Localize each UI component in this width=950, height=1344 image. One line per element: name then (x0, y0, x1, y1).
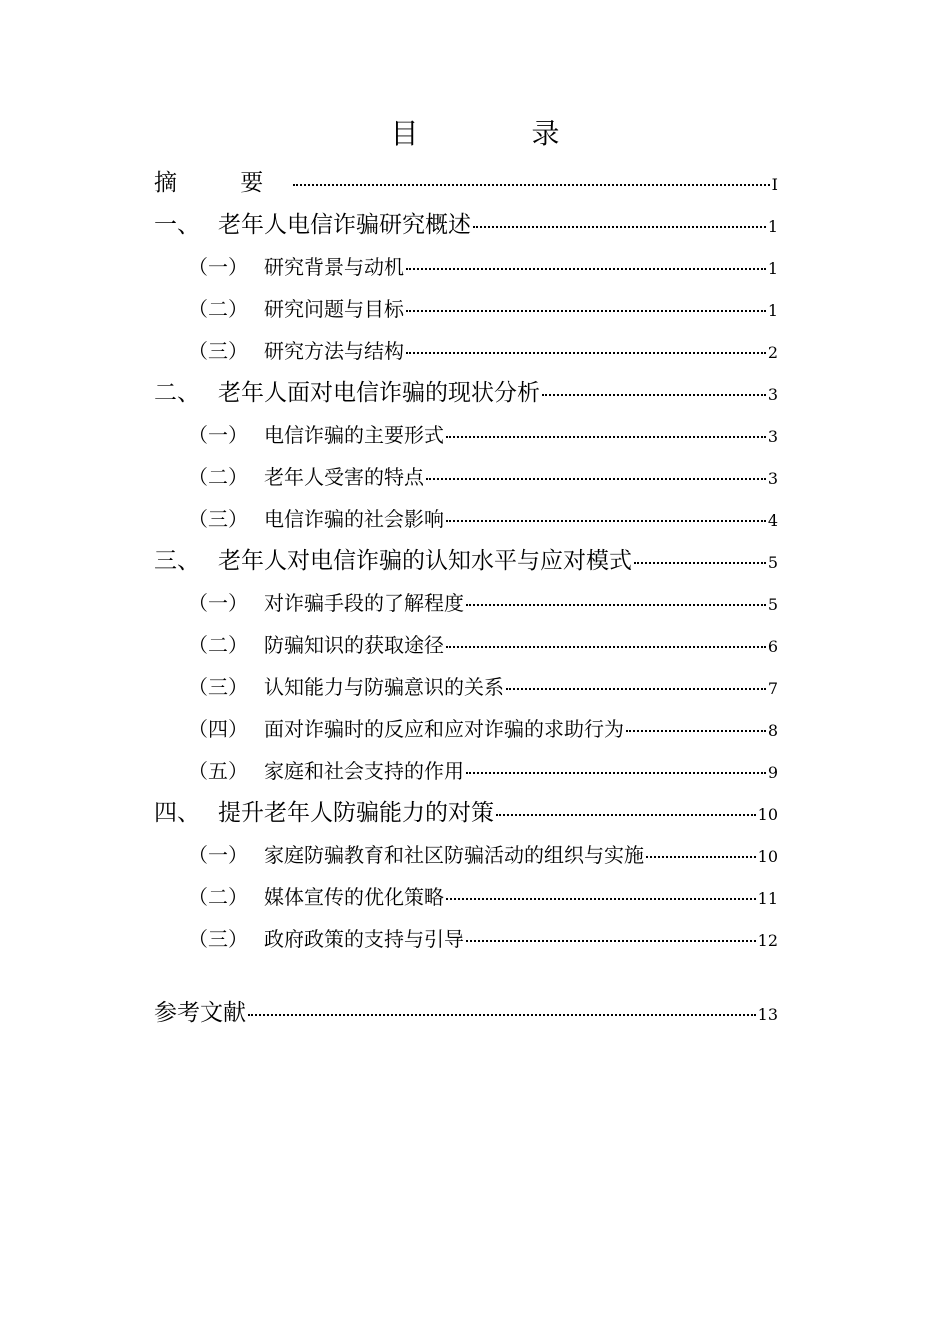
toc-dot-leader (466, 604, 766, 606)
toc-dot-leader (466, 940, 756, 942)
toc-dot-leader (446, 898, 756, 900)
toc-page-number: 9 (767, 763, 778, 782)
toc-entry-title: 对诈骗手段的了解程度 (264, 591, 464, 615)
toc-page-number: I (771, 175, 778, 194)
toc-entry-number: （三） (188, 507, 248, 531)
toc-entry-title: 政府政策的支持与引导 (264, 927, 464, 951)
toc-dot-leader (542, 394, 766, 396)
toc-entry-number: （二） (188, 633, 248, 657)
toc-title: 目 录 (390, 117, 612, 150)
toc-entry-title: 面对诈骗时的反应和应对诈骗的求助行为 (264, 717, 624, 741)
toc-entry-section[interactable] (154, 876, 778, 918)
toc-page-number: 1 (767, 217, 778, 236)
toc-entry-title: 电信诈骗的社会影响 (264, 507, 444, 531)
toc-entry-number: （三） (188, 927, 248, 951)
toc-entry-title: 研究背景与动机 (264, 255, 404, 279)
toc-dot-leader (406, 268, 766, 270)
toc-entry-title: 摘 要 (154, 170, 292, 196)
toc-dot-leader (634, 562, 766, 564)
toc-entry-title: 老年人面对电信诈骗的现状分析 (218, 380, 540, 406)
toc-dot-leader (446, 646, 766, 648)
toc-page-number: 3 (767, 427, 778, 446)
toc-entry-number: 三、 (154, 548, 200, 574)
toc-dot-leader (406, 352, 766, 354)
toc-dot-leader (293, 184, 769, 186)
toc-entry-title: 参考文献 (154, 1000, 246, 1026)
toc-page-number: 6 (767, 637, 778, 656)
toc-page-number: 5 (767, 595, 778, 614)
toc-entry-number: 四、 (154, 800, 200, 826)
toc-entry-chapter[interactable] (154, 162, 778, 204)
toc-entry-number: （五） (188, 759, 248, 783)
toc-page-number: 1 (767, 259, 778, 278)
toc-entry-title: 防骗知识的获取途径 (264, 633, 444, 657)
toc-entry-number: （一） (188, 255, 248, 279)
toc-entry-section[interactable] (154, 414, 778, 456)
toc-entry-chapter[interactable] (154, 372, 778, 414)
toc-page-number: 7 (767, 679, 778, 698)
toc-entry-number: （二） (188, 885, 248, 909)
toc-page-number: 3 (767, 385, 778, 404)
toc-entry-number: （二） (188, 297, 248, 321)
toc-page-number: 4 (767, 511, 778, 530)
toc-page-number: 13 (757, 1005, 778, 1024)
toc-entry-section[interactable] (154, 456, 778, 498)
toc-entry-title: 家庭防骗教育和社区防骗活动的组织与实施 (264, 843, 644, 867)
toc-page-number: 5 (767, 553, 778, 572)
toc-page-number: 12 (757, 931, 778, 950)
toc-entry-chapter[interactable] (154, 540, 778, 582)
toc-page-number: 1 (767, 301, 778, 320)
toc-entry-section[interactable] (154, 498, 778, 540)
toc-entry-title: 老年人对电信诈骗的认知水平与应对模式 (218, 548, 632, 574)
toc-page-number: 10 (757, 805, 778, 824)
toc-dot-leader (446, 520, 766, 522)
toc-dot-leader (496, 814, 756, 816)
toc-entry-section[interactable] (154, 582, 778, 624)
toc-dot-leader (466, 772, 766, 774)
toc-dot-leader (473, 226, 766, 228)
toc-entry-section[interactable] (154, 918, 778, 960)
toc-entry-number: （一） (188, 423, 248, 447)
toc-entry-section[interactable] (154, 246, 778, 288)
toc-entry-title: 提升老年人防骗能力的对策 (218, 800, 494, 826)
toc-entry-number: 二、 (154, 380, 200, 406)
toc-entry-title: 媒体宣传的优化策略 (264, 885, 444, 909)
toc-entry-number: 一、 (154, 212, 200, 238)
toc-page-number: 2 (767, 343, 778, 362)
toc-page-number: 3 (767, 469, 778, 488)
toc-entry-number: （四） (188, 717, 248, 741)
toc-page-number: 8 (767, 721, 778, 740)
toc-entry-number: （一） (188, 843, 248, 867)
toc-entry-section[interactable] (154, 288, 778, 330)
toc-page-number: 10 (757, 847, 778, 866)
toc-entry-title: 家庭和社会支持的作用 (264, 759, 464, 783)
toc-dot-leader (426, 478, 766, 480)
toc-dot-leader (446, 436, 766, 438)
toc-entry-number: （三） (188, 675, 248, 699)
toc-entry-title: 认知能力与防骗意识的关系 (264, 675, 504, 699)
toc-entry-section[interactable] (154, 834, 778, 876)
toc-entry-title: 老年人电信诈骗研究概述 (218, 212, 471, 238)
table-of-contents (154, 162, 778, 1034)
toc-dot-leader (646, 856, 756, 858)
toc-entry-section[interactable] (154, 750, 778, 792)
toc-entry-number: （三） (188, 339, 248, 363)
toc-entry-title: 研究方法与结构 (264, 339, 404, 363)
toc-dot-leader (248, 1014, 756, 1016)
toc-entry-title: 老年人受害的特点 (264, 465, 424, 489)
toc-entry-number: （二） (188, 465, 248, 489)
toc-page-number: 11 (757, 889, 778, 908)
toc-entry-title: 研究问题与目标 (264, 297, 404, 321)
toc-entry-section[interactable] (154, 624, 778, 666)
toc-entry-chapter[interactable] (154, 204, 778, 246)
toc-dot-leader (626, 730, 766, 732)
toc-entry-chapter[interactable] (154, 992, 778, 1034)
toc-entry-section[interactable] (154, 330, 778, 372)
toc-entry-section[interactable] (154, 708, 778, 750)
toc-dot-leader (406, 310, 766, 312)
toc-dot-leader (506, 688, 766, 690)
toc-entry-chapter[interactable] (154, 792, 778, 834)
toc-entry-title: 电信诈骗的主要形式 (264, 423, 444, 447)
toc-entry-section[interactable] (154, 666, 778, 708)
toc-entry-number: （一） (188, 591, 248, 615)
